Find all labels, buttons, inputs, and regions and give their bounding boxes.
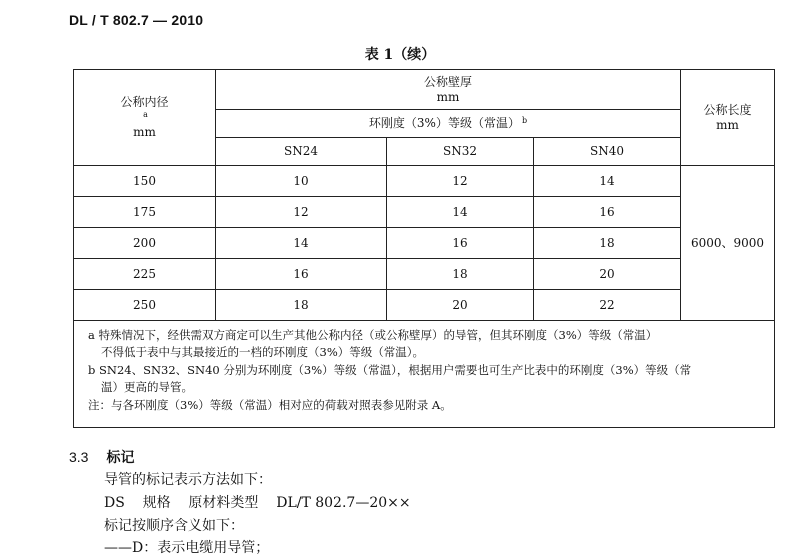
cell-sn24: 10 xyxy=(216,166,387,197)
table-row xyxy=(74,259,775,290)
cell-diameter: 225 xyxy=(74,259,216,290)
header-nominal-diameter xyxy=(74,70,216,166)
cell-sn32: 20 xyxy=(387,290,534,321)
header-diameter-unit: mm xyxy=(133,125,156,139)
body-line-1: 导管的标记表示方法如下： xyxy=(104,472,272,488)
cell-diameter: 150 xyxy=(74,166,216,197)
section-number: 3.3 xyxy=(69,449,89,465)
cell-sn24: 14 xyxy=(216,228,387,259)
cell-diameter: 250 xyxy=(74,290,216,321)
table-title: 表 1（续） xyxy=(364,47,436,63)
cell-sn32: 14 xyxy=(387,197,534,228)
cell-diameter: 200 xyxy=(74,228,216,259)
table-notes xyxy=(74,321,775,428)
table-remark: 注：与各环刚度（3%）等级（常温）相对应的荷载对照表参见附录 A。 xyxy=(88,397,452,412)
table-row xyxy=(74,166,775,197)
cell-sn40: 16 xyxy=(534,197,681,228)
table-row xyxy=(74,290,775,321)
cell-sn40: 22 xyxy=(534,290,681,321)
body-line-marking-format: DS 规格 原材料类型 DL/T 802.7—20×× xyxy=(104,495,411,511)
grade-sn32: SN32 xyxy=(387,138,534,166)
header-length-label: 公称长度 xyxy=(703,102,752,117)
cell-length-value: 6000、9000 xyxy=(681,166,775,321)
cell-sn40: 18 xyxy=(534,228,681,259)
header-stiffness-label: 环刚度（3%）等级（常温） xyxy=(368,116,520,130)
table-row xyxy=(74,228,775,259)
footnote-mark-a: a xyxy=(143,110,148,119)
cell-sn40: 14 xyxy=(534,166,681,197)
header-stiffness-grade xyxy=(216,110,681,138)
grade-sn24: SN24 xyxy=(216,138,387,166)
section-heading xyxy=(69,447,134,467)
document-code: DL / T 802.7 — 2010 xyxy=(69,12,204,28)
header-length-unit: mm xyxy=(716,117,739,132)
grade-sn40: SN40 xyxy=(534,138,681,166)
footnote-mark-b: b xyxy=(521,116,528,125)
cell-sn24: 12 xyxy=(216,197,387,228)
table-row xyxy=(74,197,775,228)
note-a-line-2: 不得低于表中与其最接近的一档的环刚度（3%）等级（常温）。 xyxy=(101,345,424,360)
body-line-3: 标记按顺序含义如下： xyxy=(104,518,244,534)
note-a-line-1: a 特殊情况下，经供需双方商定可以生产其他公称内径（或公称壁厚）的导管，但其环刚度（3%）等级（常温） xyxy=(88,328,658,342)
cell-sn24: 16 xyxy=(216,259,387,290)
header-nominal-length xyxy=(681,70,775,166)
note-b-line-1: b SN24、SN32、SN40 分别为环刚度（3%）等级（常温），根据用户需要也可生产比表中的环刚度（3%）等级（常 xyxy=(88,362,692,377)
cell-sn32: 16 xyxy=(387,228,534,259)
note-b-line-2: 温）更高的导管。 xyxy=(101,380,193,395)
cell-diameter: 175 xyxy=(74,197,216,228)
section-title: 标记 xyxy=(106,450,135,466)
spec-table xyxy=(73,69,775,428)
cell-sn32: 18 xyxy=(387,259,534,290)
header-wall-thickness xyxy=(216,70,681,110)
body-line-4: ——D：表示电缆用导管； xyxy=(104,540,270,556)
header-wall-unit: mm xyxy=(436,89,460,104)
header-diameter-label: 公称内径 xyxy=(120,95,169,109)
cell-sn40: 20 xyxy=(534,259,681,290)
cell-sn24: 18 xyxy=(216,290,387,321)
cell-sn32: 12 xyxy=(387,166,534,197)
header-wall-label: 公称壁厚 xyxy=(424,74,473,89)
